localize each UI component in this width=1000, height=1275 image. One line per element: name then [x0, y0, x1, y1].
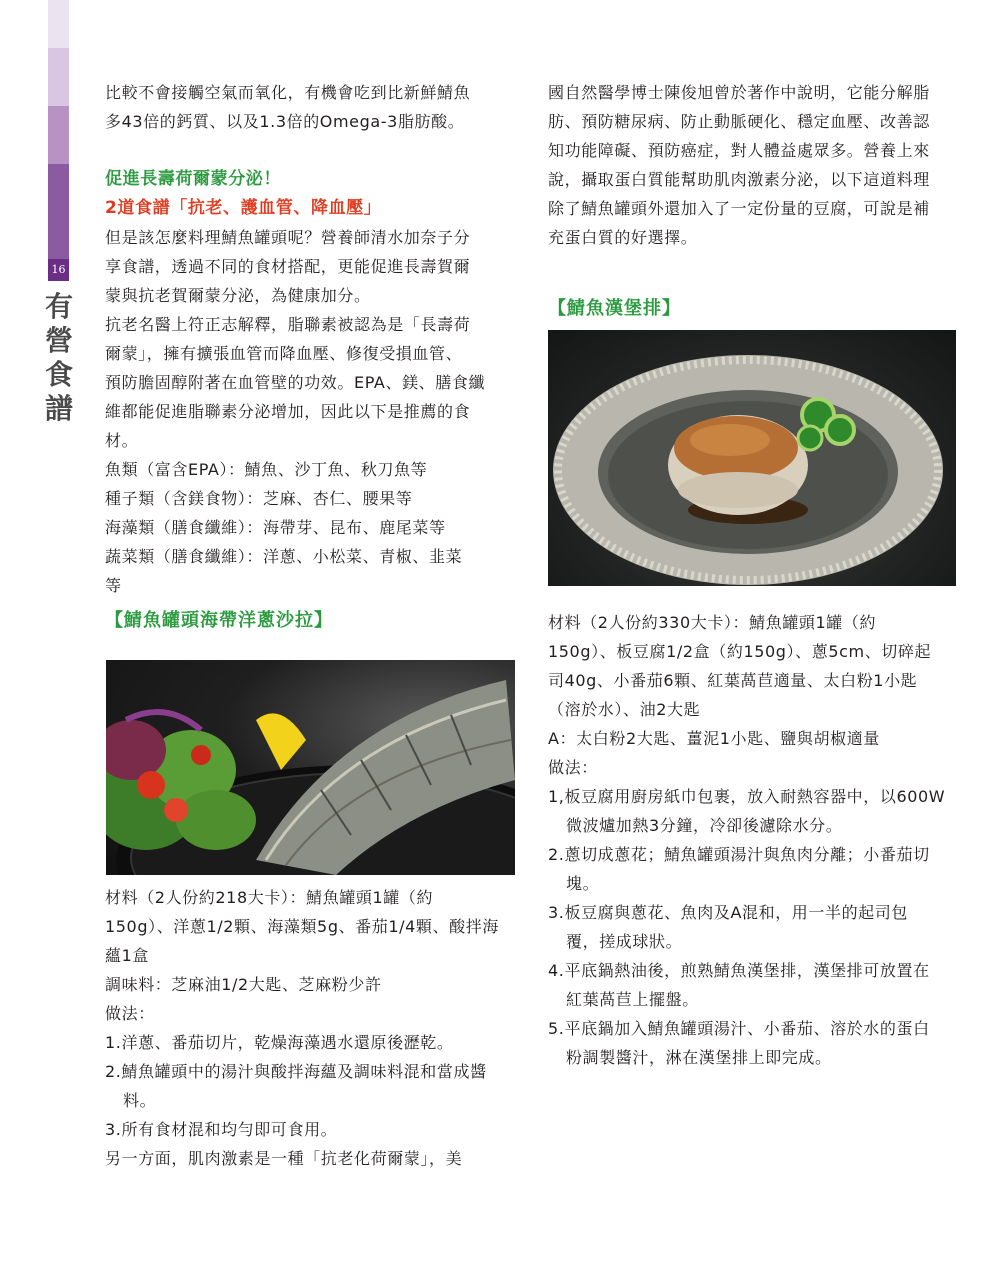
recipe-a-line: A：太白粉2大匙、薑泥1小匙、鹽與胡椒適量	[548, 729, 880, 748]
recipe-ingredients-line: 司40g、小番茄6顆、紅葉萵苣適量、太白粉1小匙	[548, 671, 918, 690]
body-line: 肪、預防糖尿病、防止動脈硬化、穩定血壓、改善認	[548, 112, 930, 131]
left-column	[105, 78, 515, 635]
hamburg-steak-illustration	[548, 330, 956, 586]
method-step: 1.洋蔥、番茄切片，乾燥海藻遇水還原後瀝乾。	[105, 1033, 454, 1052]
recipe1-block	[105, 883, 515, 1173]
body-line: 享食譜，透過不同的食材搭配，更能促進長壽賀爾	[105, 257, 471, 276]
recipe-ingredients-line: 蘊1盒	[105, 946, 149, 965]
method-step: 2.鯖魚罐頭中的湯汁與酸拌海蘊及調味料混和當成醬	[105, 1062, 487, 1081]
method-step-continued: 塊。	[566, 874, 600, 893]
body-line: 說，攝取蛋白質能幫助肌肉激素分泌，以下這道料理	[548, 170, 930, 189]
side-bar-segment	[48, 164, 69, 259]
recipe-title: 【鯖魚罐頭海帶洋蔥沙拉】	[105, 610, 333, 631]
magazine-title-char: 食	[44, 358, 73, 391]
recipe-ingredients-line: 材料（2人份約330大卡）：鯖魚罐頭1罐（約	[548, 613, 877, 632]
body-line: 材。	[105, 431, 139, 450]
food-list-item: 海藻類（膳食纖維）：海帶芽、昆布、鹿尾菜等	[105, 518, 446, 537]
page-number: 16	[51, 263, 66, 276]
side-bar-segment	[48, 0, 69, 48]
salad-photo	[106, 660, 515, 875]
body-line: 但是該怎麼料理鯖魚罐頭呢？營養師清水加奈子分	[105, 228, 471, 247]
magazine-title-char: 營	[44, 324, 73, 357]
side-bar-segment	[48, 48, 69, 106]
method-step: 1,板豆腐用廚房紙巾包裹，放入耐熱容器中，以600W	[548, 787, 946, 806]
right-column	[548, 78, 956, 323]
body-line: 國自然醫學博士陳俊旭曾於著作中說明，它能分解脂	[548, 83, 930, 102]
recipe2-block	[548, 608, 956, 1072]
method-step-continued: 覆，搓成球狀。	[566, 932, 683, 951]
method-label: 做法：	[548, 758, 598, 777]
side-bar-segment	[48, 106, 69, 164]
method-step: 2.蔥切成蔥花；鯖魚罐頭湯汁與魚肉分離；小番茄切	[548, 845, 930, 864]
recipe-ingredients-line: 材料（2人份約218大卡）：鯖魚罐頭1罐（約	[105, 888, 434, 907]
magazine-title	[44, 290, 74, 426]
body-line: 爾蒙」，擁有擴張血管而降血壓、修復受損血管、	[105, 344, 463, 363]
section-heading: 促進長壽荷爾蒙分泌！	[105, 169, 281, 189]
body-line: 預防膽固醇附著在血管壁的功效。EPA、鎂、膳食纖	[105, 373, 486, 392]
magazine-title-char: 譜	[44, 392, 73, 425]
method-step-continued: 粉調製醬汁，淋在漢堡排上即完成。	[566, 1048, 832, 1067]
method-step: 3.板豆腐與蔥花、魚肉及A混和，用一半的起司包	[548, 903, 909, 922]
body-line: 比較不會接觸空氣而氧化，有機會吃到比新鮮鯖魚	[105, 83, 471, 102]
food-list-item: 種子類（含鎂食物）：芝麻、杏仁、腰果等	[105, 489, 413, 508]
recipe-title: 【鯖魚漢堡排】	[548, 298, 681, 319]
recipe-ingredients-line: 150g）、板豆腐1/2盒（約150g）、蔥5cm、切碎起	[548, 642, 932, 661]
body-line: 維都能促進脂聯素分泌增加，因此以下是推薦的食	[105, 402, 471, 421]
section-subheading: 2道食譜「抗老、護血管、降血壓」	[105, 198, 382, 218]
food-list-item: 蔬菜類（膳食纖維）：洋蔥、小松菜、青椒、韭菜	[105, 547, 463, 566]
method-step: 3.所有食材混和均勻即可食用。	[105, 1120, 338, 1139]
food-list-item: 等	[105, 576, 122, 595]
method-step: 4.平底鍋熱油後，煎熟鯖魚漢堡排，漢堡排可放置在	[548, 961, 930, 980]
method-step-continued: 紅葉萵苣上擺盤。	[566, 990, 699, 1009]
body-line: 除了鯖魚罐頭外還加入了一定份量的豆腐，可說是補	[548, 199, 930, 218]
method-label: 做法：	[105, 1004, 155, 1023]
method-step-continued: 微波爐加熱3分鐘，冷卻後濾除水分。	[566, 816, 843, 835]
recipe-seasoning: 調味料：芝麻油1/2大匙、芝麻粉少許	[105, 975, 382, 994]
salad-illustration	[106, 660, 515, 875]
body-line: 多43倍的鈣質、以及1.3倍的Omega-3脂肪酸。	[105, 112, 465, 131]
body-line: 抗老名醫上符正志解釋，脂聯素被認為是「長壽荷	[105, 315, 471, 334]
body-line: 知功能障礙、預防癌症，對人體益處眾多。營養上來	[548, 141, 930, 160]
body-line: 蒙與抗老賀爾蒙分泌，為健康加分。	[105, 286, 371, 305]
recipe-ingredients-line: （溶於水）、油2大匙	[548, 700, 701, 719]
hamburg-steak-photo	[548, 330, 956, 586]
method-step-continued: 料。	[123, 1091, 157, 1110]
food-list-item: 魚類（富含EPA）：鯖魚、沙丁魚、秋刀魚等	[105, 460, 428, 479]
body-line: 充蛋白質的好選擇。	[548, 228, 698, 247]
magazine-title-char: 有	[44, 290, 73, 323]
method-step: 5.平底鍋加入鯖魚罐頭湯汁、小番茄、溶於水的蛋白	[548, 1019, 930, 1038]
body-line: 另一方面，肌肉激素是一種「抗老化荷爾蒙」，美	[105, 1149, 463, 1168]
recipe-ingredients-line: 150g）、洋蔥1/2顆、海藻類5g、番茄1/4顆、酸拌海	[105, 917, 499, 936]
